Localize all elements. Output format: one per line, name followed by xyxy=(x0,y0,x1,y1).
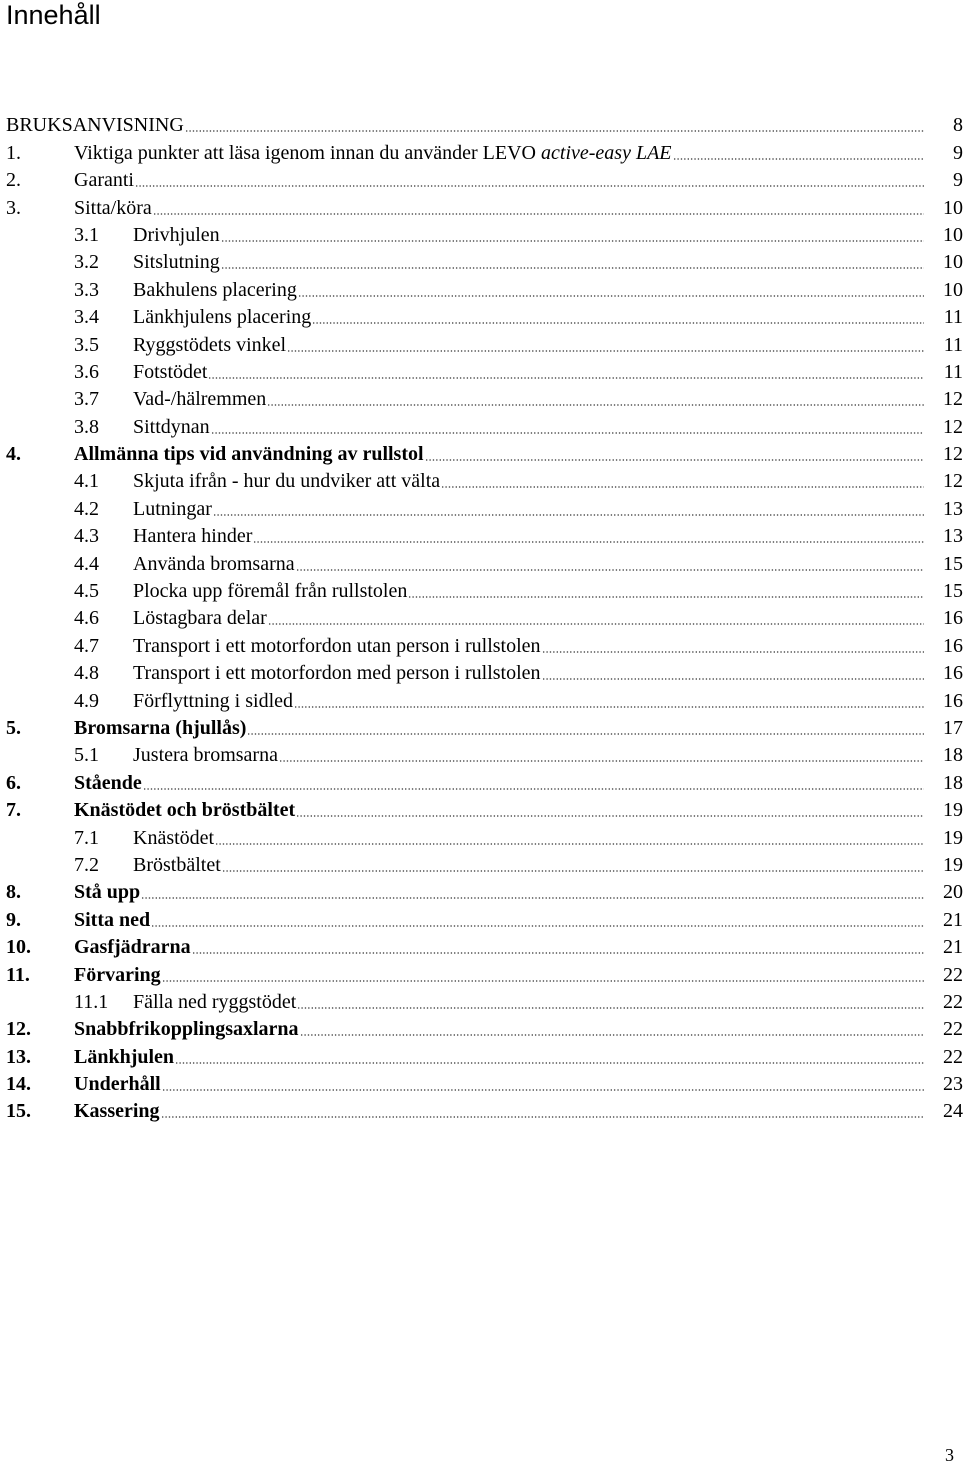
toc-entry-label-text: Hantera hinder xyxy=(133,525,253,548)
toc-entry-number: 4.4 xyxy=(74,552,99,575)
toc-entry-number: 11. xyxy=(6,963,30,986)
toc-entry-label-text: Stå upp xyxy=(74,881,141,904)
toc-entry-label-text: BRUKSANVISNING xyxy=(6,114,184,137)
toc-entry-page: 11 xyxy=(943,333,963,356)
toc-entry-label xyxy=(74,935,191,959)
toc-entry-page: 16 xyxy=(943,689,963,712)
toc-entry[interactable] xyxy=(6,411,963,438)
toc-entry-page: 22 xyxy=(943,990,963,1013)
toc-entry-number: 3. xyxy=(6,196,21,219)
toc-entry-text xyxy=(133,743,925,767)
toc-entry-label-text: Sitta ned xyxy=(74,908,151,931)
toc-entry-page: 8 xyxy=(953,114,963,137)
toc-entry[interactable] xyxy=(6,329,963,356)
toc-entry-label-text: Snabbfrikopplingsaxlarna xyxy=(74,1018,299,1041)
toc-entry-label xyxy=(133,360,207,384)
toc-entry-label-text: Transport i ett motorfordon med person i rullstolen xyxy=(133,662,541,685)
toc-entry-label-text: Förflyttning i sidled xyxy=(133,689,293,712)
toc-entry[interactable] xyxy=(6,357,963,384)
dot-leader xyxy=(296,569,924,571)
toc-entry[interactable] xyxy=(6,110,963,137)
toc-entry-label xyxy=(74,141,672,165)
toc-entry-label-text: Viktiga punkter att läsa igenom innan du använder LEVO xyxy=(74,141,542,164)
toc-entry[interactable] xyxy=(6,493,963,520)
toc-entry[interactable] xyxy=(6,658,963,685)
toc-entry-label xyxy=(74,1017,299,1041)
toc-entry-label-text: Fotstödet xyxy=(133,360,208,383)
toc-entry-text xyxy=(133,333,925,357)
toc-entry-label-text: Bakhulens placering xyxy=(133,278,297,301)
toc-entry[interactable] xyxy=(6,220,963,247)
toc-entry-text xyxy=(133,661,925,685)
dot-leader xyxy=(247,733,924,735)
toc-entry-label-text: Länkhjulen xyxy=(74,1045,175,1068)
page-number: 3 xyxy=(945,1445,954,1465)
toc-entry-number: 4.7 xyxy=(74,634,99,657)
toc-entry-label xyxy=(74,963,161,987)
toc-entry[interactable] xyxy=(6,795,963,822)
toc-entry-label xyxy=(133,387,266,411)
toc-entry[interactable] xyxy=(6,521,963,548)
toc-entry-number: 3.3 xyxy=(74,278,99,301)
toc-entry-label xyxy=(74,196,152,220)
toc-entry-label xyxy=(74,1072,161,1096)
toc-entry-label-text: Gasfjädrarna xyxy=(74,936,191,959)
toc-entry-number: 7. xyxy=(6,799,21,822)
toc-entry-number: 3.5 xyxy=(74,333,99,356)
toc-entry[interactable] xyxy=(6,192,963,219)
toc-entry[interactable] xyxy=(6,685,963,712)
toc-entry-number: 1. xyxy=(6,141,21,164)
toc-entry-label-text: Bromsarna (hjullås) xyxy=(74,716,247,739)
toc-entry-label xyxy=(74,1045,174,1069)
toc-entry[interactable] xyxy=(6,932,963,959)
toc-entry-label xyxy=(133,415,210,439)
toc-entry-number: 4.8 xyxy=(74,662,99,685)
toc-entry-page: 13 xyxy=(943,525,963,548)
dot-leader xyxy=(268,623,924,625)
toc-entry-number: 2. xyxy=(6,169,21,192)
toc-entry[interactable] xyxy=(6,466,963,493)
toc-entry[interactable] xyxy=(6,247,963,274)
dot-leader xyxy=(211,432,924,434)
toc-entry-page: 22 xyxy=(943,1045,963,1068)
toc-entry[interactable] xyxy=(6,384,963,411)
toc-entry-page: 13 xyxy=(943,497,963,520)
toc-entry-label-text: Justera bromsarna xyxy=(133,744,278,767)
toc-entry-text xyxy=(133,387,925,411)
toc-entry-text xyxy=(133,552,925,576)
toc-entry-page: 12 xyxy=(943,388,963,411)
toc-entry-number: 7.1 xyxy=(74,826,99,849)
toc-entry-label-text: Sittdynan xyxy=(133,415,210,438)
toc-entry-label xyxy=(133,689,293,713)
toc-entry-page: 22 xyxy=(943,1018,963,1041)
dot-leader xyxy=(287,350,924,352)
toc-entry-label-text: Fälla ned ryggstödet xyxy=(133,990,297,1013)
dot-leader xyxy=(213,514,924,516)
toc-entry-label-text: Plocka upp föremål från rullstolen xyxy=(133,580,408,603)
dot-leader xyxy=(673,158,924,160)
toc-entry-number: 3.8 xyxy=(74,415,99,438)
toc-entry[interactable] xyxy=(6,822,963,849)
dot-leader xyxy=(141,897,924,899)
toc-entry-number: 4.1 xyxy=(74,470,99,493)
toc-entry[interactable] xyxy=(6,1096,963,1123)
toc-entry-label-text: Knästödet xyxy=(133,826,215,849)
toc-entry-label xyxy=(133,826,214,850)
toc-entry[interactable] xyxy=(6,439,963,466)
toc-entry-page: 11 xyxy=(943,306,963,329)
toc-entry-number: 4.3 xyxy=(74,525,99,548)
toc-entry-text xyxy=(133,579,925,603)
dot-leader xyxy=(300,1034,924,1036)
toc-entry[interactable] xyxy=(6,165,963,192)
toc-entry-page: 22 xyxy=(943,963,963,986)
toc-entry-number: 3.4 xyxy=(74,306,99,329)
toc-entry-number: 7.2 xyxy=(74,853,99,876)
toc-entry-label xyxy=(74,168,134,192)
toc-entry-page: 10 xyxy=(943,278,963,301)
dot-leader xyxy=(161,1116,924,1118)
toc-entry-label xyxy=(133,524,252,548)
dot-leader xyxy=(151,925,924,927)
toc-entry-number: 11.1 xyxy=(74,990,109,1013)
toc-entry[interactable] xyxy=(6,877,963,904)
toc-entry-label-text: Vad-/hälremmen xyxy=(133,388,267,411)
toc-entry-label-text: Underhåll xyxy=(74,1073,161,1096)
toc-entry-page: 12 xyxy=(943,415,963,438)
toc-entry-label xyxy=(133,853,221,877)
toc-entry[interactable] xyxy=(6,1041,963,1068)
toc-entry-label-text: Stående xyxy=(74,771,142,794)
toc-entry-number: 5. xyxy=(6,716,21,739)
toc-entry-label xyxy=(133,223,220,247)
toc-entry-page: 19 xyxy=(943,799,963,822)
toc-entry-number: 3.6 xyxy=(74,360,99,383)
toc-entry-text xyxy=(74,798,925,822)
dot-leader xyxy=(297,1007,924,1009)
toc-entry-number: 4. xyxy=(6,443,21,466)
dot-leader xyxy=(296,815,924,817)
toc-entry-page: 18 xyxy=(943,771,963,794)
toc-entry-text xyxy=(74,196,925,220)
toc-entry-label-text: Ryggstödets vinkel xyxy=(133,333,287,356)
toc-entry-number: 15. xyxy=(6,1100,31,1123)
toc-entry-number: 8. xyxy=(6,881,21,904)
toc-entry[interactable] xyxy=(6,987,963,1014)
toc-entry-text xyxy=(6,113,925,137)
toc-entry-number: 4.9 xyxy=(74,689,99,712)
toc-entry-text xyxy=(133,826,925,850)
toc-entry-label-text: Förvaring xyxy=(74,963,161,986)
toc-entry-text xyxy=(74,442,925,466)
toc-entry-label xyxy=(133,469,440,493)
toc-entry-label xyxy=(74,1099,160,1123)
toc-entry-text xyxy=(74,935,925,959)
toc-entry-number: 3.7 xyxy=(74,388,99,411)
dot-leader xyxy=(215,843,924,845)
toc-entry-number: 5.1 xyxy=(74,744,99,767)
toc-entry-text xyxy=(74,1072,925,1096)
toc-entry-text xyxy=(74,908,925,932)
toc-entry-page: 11 xyxy=(943,360,963,383)
toc-entry-label-text: Allmänna tips vid användning av rullstol xyxy=(74,443,424,466)
toc-entry-label-text: Knästödet och bröstbältet xyxy=(74,799,296,822)
toc-entry-text xyxy=(74,880,925,904)
toc-entry-text xyxy=(74,168,925,192)
dot-leader xyxy=(298,295,924,297)
toc-entry-label-text: Löstagbara delar xyxy=(133,607,267,630)
dot-leader xyxy=(175,1062,924,1064)
dot-leader xyxy=(221,240,924,242)
toc-entry-label xyxy=(133,552,295,576)
toc-entry-page: 15 xyxy=(943,552,963,575)
toc-entry-number: 4.2 xyxy=(74,497,99,520)
toc-entry[interactable] xyxy=(6,1014,963,1041)
toc-entry-page: 23 xyxy=(943,1073,963,1096)
toc-entry-text xyxy=(133,305,925,329)
toc-entry-label-text: Transport i ett motorfordon utan person i rullstolen xyxy=(133,634,541,657)
toc-entry-text xyxy=(133,278,925,302)
toc-entry-page: 16 xyxy=(943,607,963,630)
toc-entry-number: 12. xyxy=(6,1018,31,1041)
toc-entry[interactable] xyxy=(6,1069,963,1096)
toc-entry-text xyxy=(133,990,925,1014)
dot-leader xyxy=(221,267,924,269)
toc-entry-number: 10. xyxy=(6,936,31,959)
toc-entry-text xyxy=(133,606,925,630)
toc-entry-label xyxy=(133,634,541,658)
toc-entry-label xyxy=(133,305,311,329)
toc-entry-number: 13. xyxy=(6,1045,31,1068)
toc-entry-text xyxy=(133,250,925,274)
toc-entry-page: 12 xyxy=(943,470,963,493)
toc-entry-label xyxy=(74,716,246,740)
dot-leader xyxy=(143,788,924,790)
dot-leader xyxy=(162,980,924,982)
toc-entry-text xyxy=(133,497,925,521)
toc-entry-text xyxy=(74,963,925,987)
toc-entry-page: 21 xyxy=(943,936,963,959)
toc-entry-text xyxy=(133,853,925,877)
dot-leader xyxy=(135,185,924,187)
toc-entry-page: 15 xyxy=(943,580,963,603)
toc-entry-text xyxy=(74,716,925,740)
dot-leader xyxy=(208,377,924,379)
toc-entry-page: 19 xyxy=(943,826,963,849)
toc-entry-label xyxy=(6,113,184,137)
dot-leader xyxy=(425,459,924,461)
toc-entry-label-text: Använda bromsarna xyxy=(133,552,295,575)
toc-entry-page: 21 xyxy=(943,908,963,931)
toc-entry-label-text: Garanti xyxy=(74,169,134,192)
toc-entry[interactable] xyxy=(6,959,963,986)
toc-entry[interactable] xyxy=(6,302,963,329)
toc-entry-page: 10 xyxy=(943,196,963,219)
toc-entry[interactable] xyxy=(6,767,963,794)
toc-entry-page: 16 xyxy=(943,662,963,685)
toc-entry-label xyxy=(133,579,407,603)
toc-entry-text xyxy=(133,634,925,658)
dot-leader xyxy=(542,651,924,653)
toc-entry[interactable] xyxy=(6,740,963,767)
toc-entry-label xyxy=(133,497,212,521)
toc-entry-page: 12 xyxy=(943,443,963,466)
dot-leader xyxy=(312,322,924,324)
toc-entry-text xyxy=(74,1017,925,1041)
dot-leader xyxy=(162,1089,924,1091)
toc-entry[interactable] xyxy=(6,850,963,877)
dot-leader xyxy=(192,952,924,954)
toc-entry-text xyxy=(74,771,925,795)
toc-entry-label-text: Skjuta ifrån - hur du undviker att välta xyxy=(133,470,441,493)
toc-entry-number: 4.6 xyxy=(74,607,99,630)
toc-entry-label xyxy=(133,743,278,767)
toc-entry-text xyxy=(74,1099,925,1123)
toc-entry-label xyxy=(133,661,541,685)
toc-entry-label-text: Sitta/köra xyxy=(74,196,152,219)
toc-entry[interactable] xyxy=(6,576,963,603)
toc-entry-text xyxy=(133,689,925,713)
toc-entry-page: 9 xyxy=(953,141,963,164)
dot-leader xyxy=(279,760,924,762)
toc-entry[interactable] xyxy=(6,603,963,630)
toc-entry-number: 4.5 xyxy=(74,580,99,603)
toc-entry-number: 6. xyxy=(6,771,21,794)
toc-entry-page: 16 xyxy=(943,634,963,657)
dot-leader xyxy=(222,870,924,872)
toc-entry-number: 9. xyxy=(6,908,21,931)
toc-entry-label-italic: active-easy LAE xyxy=(541,141,672,164)
toc-entry-page: 19 xyxy=(943,853,963,876)
toc-entry[interactable] xyxy=(6,904,963,931)
dot-leader xyxy=(267,404,924,406)
toc-entry-page: 24 xyxy=(943,1100,963,1123)
toc-entry-text xyxy=(74,141,925,165)
toc-entry-text xyxy=(133,223,925,247)
toc-entry-label xyxy=(74,880,140,904)
toc-entry-label-text: Drivhjulen xyxy=(133,223,220,246)
dot-leader xyxy=(185,130,924,132)
page-title: Innehåll xyxy=(6,0,101,30)
toc-entry[interactable] xyxy=(6,713,963,740)
toc-entry-number: 3.2 xyxy=(74,251,99,274)
toc-entry[interactable] xyxy=(6,630,963,657)
toc-entry-page: 10 xyxy=(943,251,963,274)
toc-entry-text xyxy=(133,415,925,439)
toc-entry-text xyxy=(74,1045,925,1069)
dot-leader xyxy=(408,596,924,598)
dot-leader xyxy=(542,678,924,680)
toc-entry-page: 9 xyxy=(953,169,963,192)
toc-entry-label xyxy=(133,333,286,357)
toc-entry-label xyxy=(74,798,295,822)
toc-entry-label xyxy=(133,250,220,274)
table-of-contents xyxy=(6,110,963,1123)
toc-entry-page: 18 xyxy=(943,744,963,767)
toc-entry-label xyxy=(133,990,296,1014)
toc-entry-label-text: Kassering xyxy=(74,1100,160,1123)
toc-entry-label xyxy=(133,606,267,630)
toc-entry-label xyxy=(74,442,424,466)
dot-leader xyxy=(294,706,924,708)
toc-entry-page: 20 xyxy=(943,881,963,904)
toc-entry-text xyxy=(133,469,925,493)
toc-entry-label-text: Sitslutning xyxy=(133,251,220,274)
toc-entry-text xyxy=(133,360,925,384)
toc-entry[interactable] xyxy=(6,137,963,164)
toc-entry-label xyxy=(74,771,142,795)
dot-leader xyxy=(441,486,924,488)
toc-entry-label-text: Bröstbältet xyxy=(133,853,221,876)
toc-entry-label xyxy=(74,908,150,932)
toc-entry-label xyxy=(133,278,297,302)
toc-entry-page: 17 xyxy=(943,716,963,739)
toc-entry-number: 14. xyxy=(6,1073,31,1096)
toc-entry[interactable] xyxy=(6,548,963,575)
toc-entry[interactable] xyxy=(6,274,963,301)
toc-entry-label-text: Länkhjulens placering xyxy=(133,306,312,329)
toc-entry-text xyxy=(133,524,925,548)
toc-entry-page: 10 xyxy=(943,223,963,246)
toc-entry-number: 3.1 xyxy=(74,223,99,246)
dot-leader xyxy=(253,541,924,543)
toc-entry-label-text: Lutningar xyxy=(133,497,212,520)
dot-leader xyxy=(153,213,924,215)
